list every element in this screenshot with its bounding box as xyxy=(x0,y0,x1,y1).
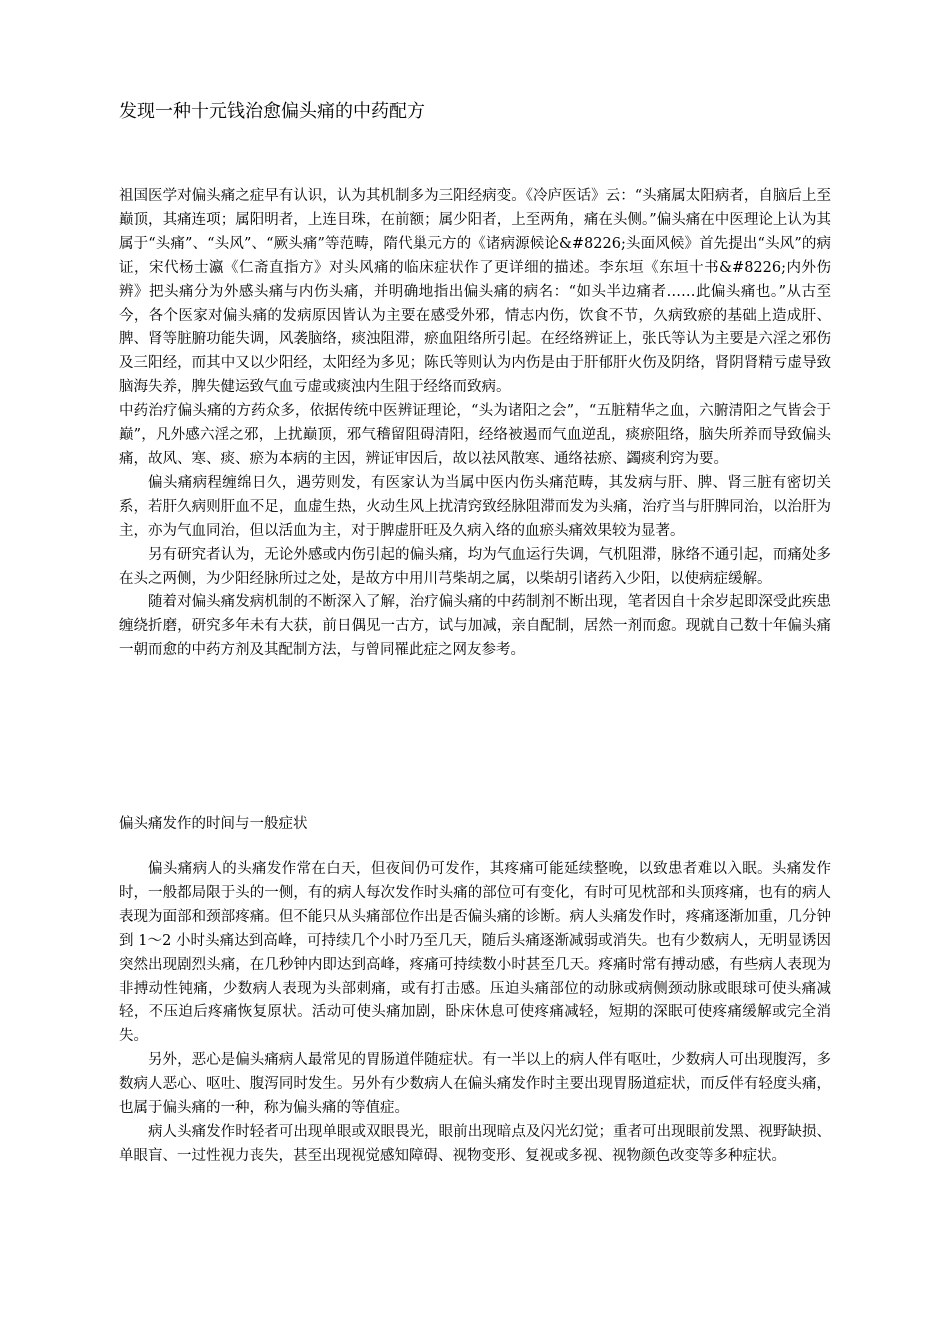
paragraph: 偏头痛病程缠绵日久，遇劳则发，有医家认为当属中医内伤头痛范畴，其发病与肝、脾、肾三脏有密切关系，若肝久病则肝血不足，血虚生热，火动生风上扰清窍致经脉阻滞而发为头痛，治疗当与肝脾同治，以治肝为主，亦为气血同治，但以活血为主，对于脾虚肝旺及久病入络的血瘀头痛效果较为显著。 xyxy=(119,474,831,539)
paragraph: 中药治疗偏头痛的方药众多，依据传统中医辨证理论，“头为诸阳之会”，“五脏精华之血，六腑清阳之气皆会于巅”，凡外感六淫之邪，上扰巅顶，邪气稽留阻碍清阳，经络被遏而气血逆乱，痰瘀阻络，脑失所养而导致偏头痛，故风、寒、痰、瘀为本病的主因，辨证审因后，故以祛风散寒、通络祛瘀、蠲痰利窍为要。 xyxy=(119,403,831,467)
paragraph: 随着对偏头痛发病机制的不断深入了解，治疗偏头痛的中药制剂不断出现，笔者因自十余岁起即深受此疾患缠绕折磨，研究多年未有大获，前日偶见一古方，试与加减，亲自配制，居然一剂而愈。现就自己数十年偏头痛一朝而愈的中药方剂及其配制方法，与曾同罹此症之网友参考。 xyxy=(119,594,831,659)
paragraph: 病人头痛发作时轻者可出现单眼或双眼畏光，眼前出现暗点及闪光幻觉；重者可出现眼前发黑、视野缺损、单眼盲、一过性视力丧失，甚至出现视觉感知障碍、视物变形、复视或多视、视物颜色改变等多种症状。 xyxy=(119,1123,831,1164)
section-heading: 偏头痛发作的时间与一般症状 xyxy=(119,816,308,832)
document-body xyxy=(119,185,831,663)
paragraph: 偏头痛病人的头痛发作常在白天，但夜间仍可发作，其疼痛可能延续整晚，以致患者难以入眠。头痛发作时，一般都局限于头的一侧，有的病人每次发作时头痛的部位可有变化，有时可见枕部和头顶疼痛，也有的病人表现为面部和颈部疼痛。但不能只从头痛部位作出是否偏头痛的诊断。病人头痛发作时，疼痛逐渐加重，几分钟到 1～2 小时头痛达到高峰，可持续几个小时乃至几天，随后头痛逐渐减弱或消失。也有少数病人，无明显诱因突然出现剧烈头痛，在几秒钟内即达到高峰，疼痛可持续数小时甚至几天。疼痛时常有搏动感，有些病人表现为非搏动性钝痛，少数病人表现为头部刺痛，或有打击感。压迫头痛部位的动脉或病侧颈动脉或眼球可使头痛减轻，不压迫后疼痛恢复原状。活动可使头痛加剧，卧床休息可使疼痛减轻，短期的深眠可使疼痛缓解或完全消失。 xyxy=(119,861,831,1045)
paragraph: 另有研究者认为，无论外感或内伤引起的偏头痛，均为气血运行失调，气机阻滞，脉络不通引起，而痛处多在头之两侧，为少阳经脉所过之处，是故方中用川芎柴胡之属，以柴胡引诸药入少阳，以使病症缓解。 xyxy=(119,546,831,587)
paragraph: 祖国医学对偏头痛之症早有认识，认为其机制多为三阳经病变。《冷庐医话》云：“头痛属太阳病者，自脑后上至巅顶，其痛连项；属阳明者，上连目珠，在前额；属少阳者，上至两角，痛在头侧。”偏头痛在中医理论上认为其属于“头痛”、“头风”、“厥头痛”等范畴，隋代巢元方的《诸病源候论&#8226;头面风候》首先提出“头风”的病证，宋代杨士瀛《仁斋直指方》对头风痛的临床症状作了更详细的描述。李东垣《东垣十书&#8226;内外伤辨》把头痛分为外感头痛与内伤头痛，并明确地指出偏头痛的病名：“如头半边痛者……此偏头痛也。”从古至今，各个医家对偏头痛的发病原因皆认为主要在感受外邪，情志内伤，饮食不节，久病致瘀的基础上造成肝、脾、肾等脏腑功能失调，风袭脑络，痰浊阻滞，瘀血阻络所引起。在经络辨证上，张氏等认为主要是六淫之邪伤及三阳经，而其中又以少阳经，太阳经为多见；陈氏等则认为内伤是由于肝郁肝火伤及阴络，肾阴肾精亏虚导致脑海失养，脾失健运致气血亏虚或痰浊内生阻于经络而致病。 xyxy=(119,188,831,396)
paragraph: 另外，恶心是偏头痛病人最常见的胃肠道伴随症状。有一半以上的病人伴有呕吐，少数病人可出现腹泻，多数病人恶心、呕吐、腹泻同时发生。另外有少数病人在偏头痛发作时主要出现胃肠道症状，而反伴有轻度头痛，也属于偏头痛的一种，称为偏头痛的等值症。 xyxy=(119,1052,831,1117)
section-body xyxy=(119,858,831,1169)
document-title: 发现一种十元钱治愈偏头痛的中药配方 xyxy=(119,101,425,122)
